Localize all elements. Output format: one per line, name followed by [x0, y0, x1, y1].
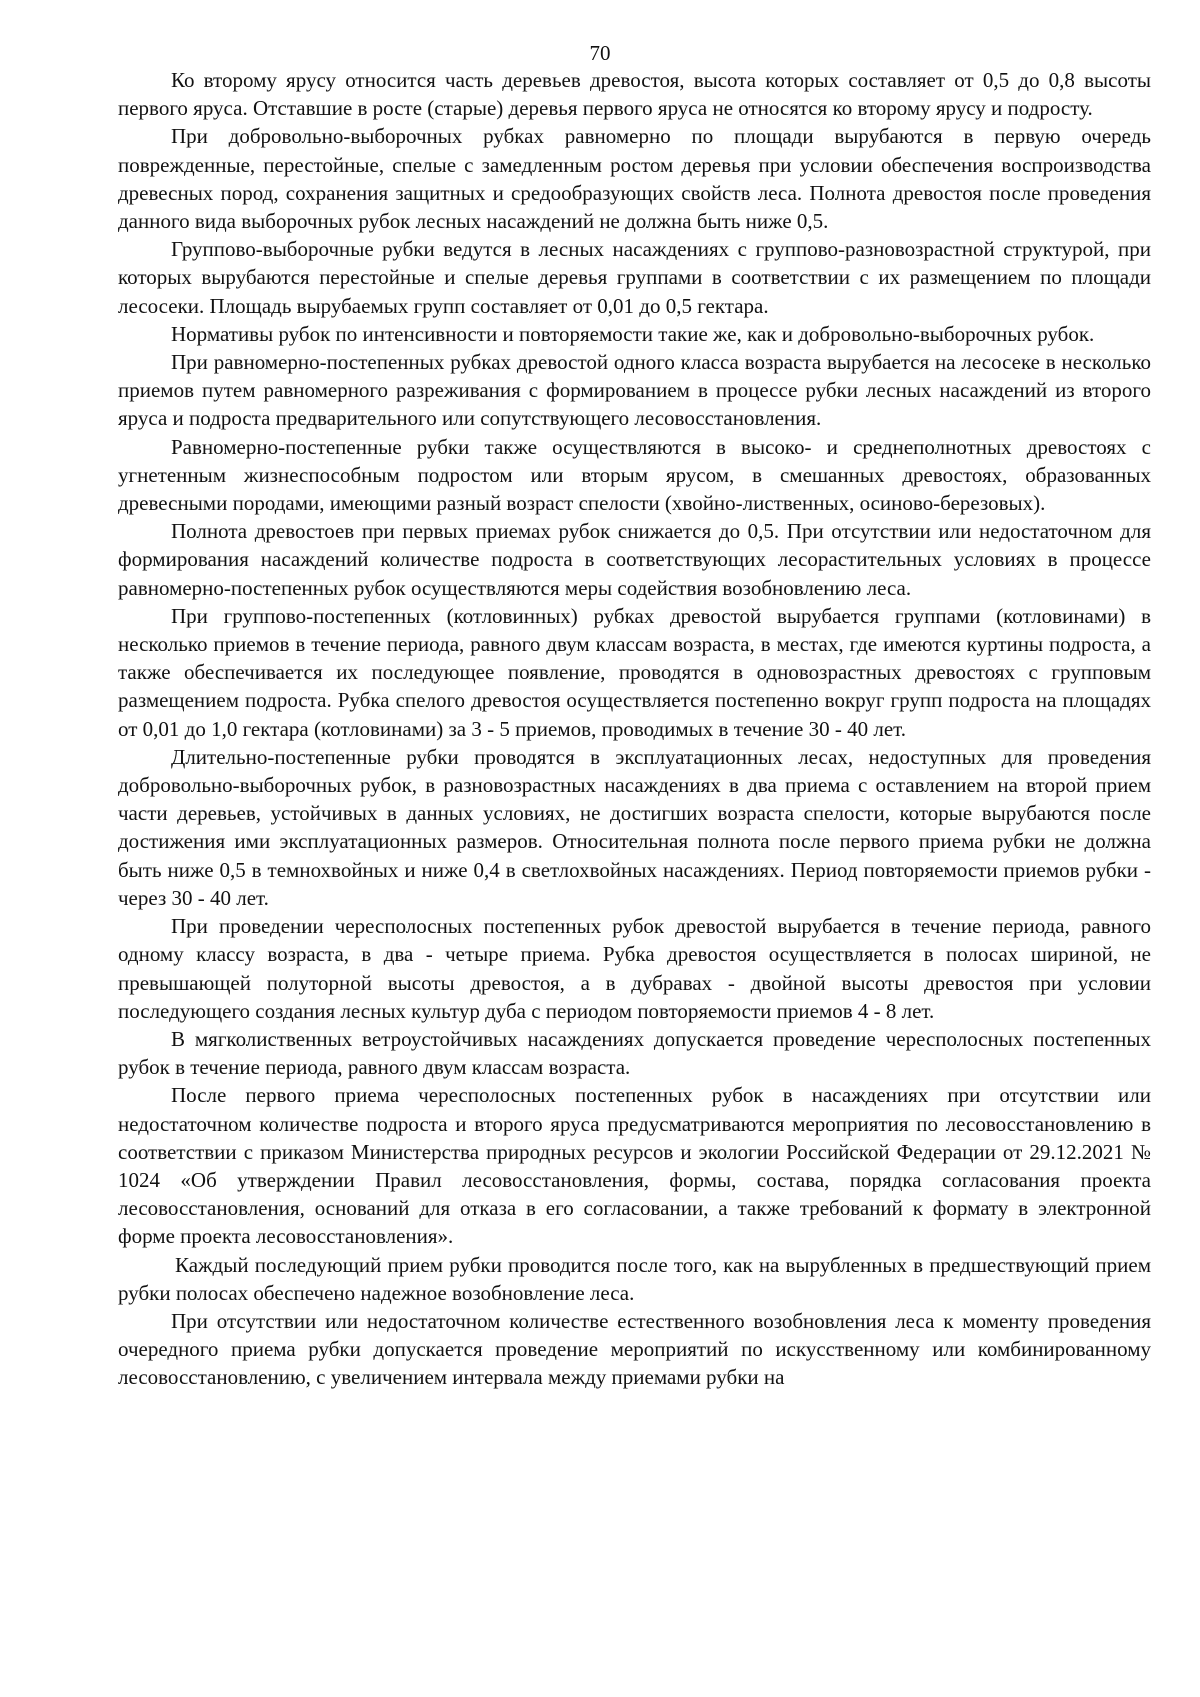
paragraph: При отсутствии или недостаточном количестве естественного возобновления леса к моменту проведения очередного приема рубки допускается проведение мероприятий по искусственному или комбинированному лесовосстановлению, с увеличением интервала между приемами рубки на: [118, 1308, 1151, 1390]
paragraph: После первого приема чересполосных постепенных рубок в насаждениях при отсутствии или недостаточном количестве подроста и второго яруса предусматриваются мероприятия по лесовосстановлению в соответствии с приказом Министерства природных ресурсов и экологии Российской Федерации от 29.12.2021 № 1024 «Об утверждении Правил лесовосстановления, формы, состава, порядка согласования проекта лесовосстановления, оснований для отказа в его согласовании, а также требований к формату в электронной форме проекта лесовосстановления».: [118, 1083, 1151, 1249]
paragraph: Ко второму ярусу относится часть деревьев древостоя, высота которых составляет от 0,5 до 0,8 высоты первого яруса. Отставшие в росте (старые) деревья первого яруса не относятся ко второму ярусу и подросту.: [118, 68, 1151, 121]
paragraph: При добровольно-выборочных рубках равномерно по площади вырубаются в первую очередь поврежденные, перестойные, спелые с замедленным ростом деревья при условии обеспечения воспроизводства древесных пород, сохранения защитных и средообразующих свойств леса. Полнота древостоя после проведения данного вида выборочных рубок лесных насаждений не должна быть ниже 0,5.: [118, 124, 1151, 234]
paragraph: При группово-постепенных (котловинных) рубках древостой вырубается группами (котловинами) в несколько приемов в течение периода, равного двум классам возраста, в местах, где имеются куртины подроста, а также обеспечивается их последующее появление, проводятся в одновозрастных древостоях с групповым размещением подроста. Рубка спелого древостоя осуществляется постепенно вокруг групп подроста на площадях от 0,01 до 1,0 гектара (котловинами) за 3 - 5 приемов, проводимых в течение 30 - 40 лет.: [118, 603, 1151, 741]
paragraph: Каждый последующий прием рубки проводится после того, как на вырубленных в предшествующий прием рубки полосах обеспечено надежное возобновление леса.: [118, 1252, 1151, 1305]
paragraph: При равномерно-постепенных рубках древостой одного класса возраста вырубается на лесосеке в несколько приемов путем равномерного разреживания с формированием в процессе рубки лесных насаждений из второго яруса и подроста предварительного или сопутствующего лесовосстановления.: [118, 350, 1151, 431]
paragraph: Нормативы рубок по интенсивности и повторяемости такие же, как и добровольно-выборочных рубок.: [171, 321, 1095, 346]
paragraph: Равномерно-постепенные рубки также осуществляются в высоко- и среднеполнотных древостоях с угнетенным жизнеспособным подростом или вторым ярусом, в смешанных древостоях, образованных древесными породами, имеющими разный возраст спелости (хвойно-лиственных, осиново-березовых).: [118, 434, 1151, 516]
paragraph: Длительно-постепенные рубки проводятся в эксплуатационных лесах, недоступных для проведения добровольно-выборочных рубок, в разновозрастных насаждениях в два приема с оставлением на второй прием части деревьев, устойчивых в данных условиях, не достигших возраста спелости, которые вырубаются после достижения ими эксплуатационных размеров. Относительная полнота после первого приема рубки не должна быть ниже 0,5 в темнохвойных и ниже 0,4 в светлохвойных насаждениях. Период повторяемости приемов рубки - через 30 - 40 лет.: [118, 744, 1151, 910]
paragraph: Полнота древостоев при первых приемах рубок снижается до 0,5. При отсутствии или недостаточном для формирования насаждений количестве подроста в соответствующих лесорастительных условиях в процессе равномерно-постепенных рубок осуществляются меры содействия возобновлению леса.: [118, 519, 1151, 600]
paragraph: Группово-выборочные рубки ведутся в лесных насаждениях с группово-разновозрастной структурой, при которых вырубаются перестойные и спелые деревья группами в соответствии с их размещением по площади лесосеки. Площадь вырубаемых групп составляет от 0,01 до 0,5 гектара.: [118, 237, 1151, 318]
page-number: 70: [589, 41, 611, 65]
document-body: [118, 66, 1151, 1392]
paragraph: В мягколиственных ветроустойчивых насаждениях допускается проведение чересполосных постепенных рубок в течение периода, равного двум классам возраста.: [118, 1026, 1151, 1080]
paragraph: При проведении чересполосных постепенных рубок древостой вырубается в течение периода, равного одному классу возраста, в два - четыре приема. Рубка древостоя осуществляется в полосах шириной, не превышающей полуторной высоты древостоя, а в дубравах - двойной высоты древостоя при условии последующего создания лесных культур дуба с периодом повторяемости приемов 4 - 8 лет.: [118, 914, 1151, 1023]
